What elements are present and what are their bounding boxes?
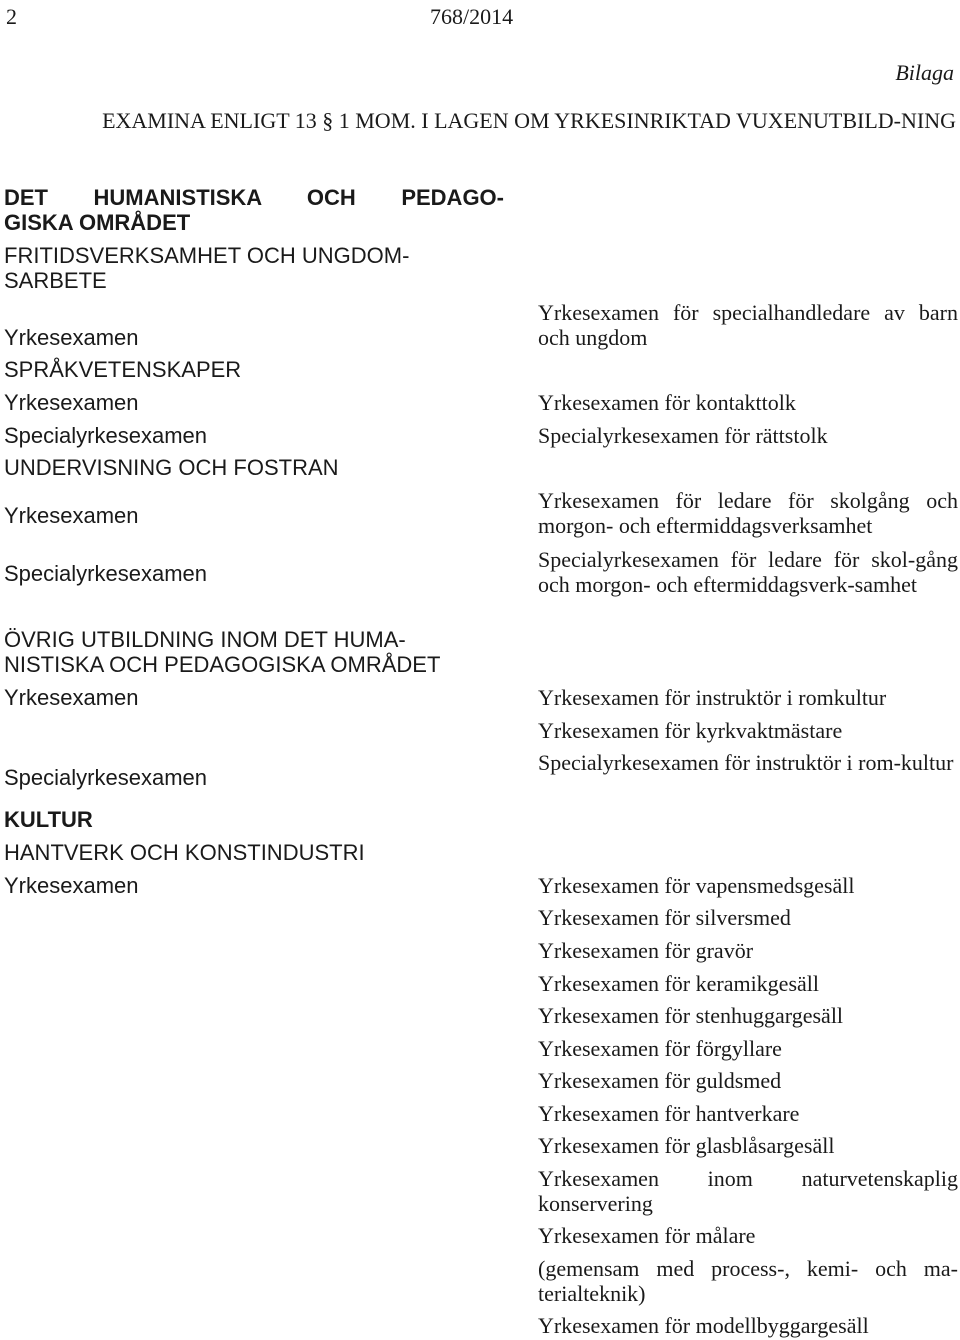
- list-item: Yrkesexamen för keramikgesäll: [538, 971, 819, 996]
- list-item: Yrkesexamen för instruktör i romkultur: [538, 685, 887, 710]
- list-item: Yrkesexamen: [4, 685, 139, 710]
- list-item: Specialyrkesexamen för instruktör i rom-kultur: [538, 750, 954, 775]
- list-item: Yrkesexamen för stenhuggargesäll: [538, 1003, 844, 1028]
- list-item: Yrkesexamen för förgyllare: [538, 1036, 782, 1061]
- subheading-language: SPRÅKVETENSKAPER: [4, 357, 242, 382]
- section-heading-humanistic: DET HUMANISTISKA OCH PEDAGO-: [4, 185, 504, 210]
- subheading-leisure-cont: SARBETE: [4, 268, 107, 293]
- list-item: Yrkesexamen för hantverkare: [538, 1101, 800, 1126]
- subheading-leisure: FRITIDSVERKSAMHET OCH UNGDOM-: [4, 243, 410, 268]
- list-item: Specialyrkesexamen för rättstolk: [538, 423, 828, 448]
- list-item: Specialyrkesexamen: [4, 561, 207, 586]
- subheading-education: UNDERVISNING OCH FOSTRAN: [4, 455, 339, 480]
- list-item: Yrkesexamen för modellbyggargesäll: [538, 1313, 869, 1338]
- list-item: Yrkesexamen för målare: [538, 1223, 756, 1248]
- section-heading-culture: KULTUR: [4, 807, 93, 832]
- list-item: Yrkesexamen: [4, 873, 139, 898]
- list-item: Specialyrkesexamen: [4, 423, 207, 448]
- list-item: Yrkesexamen för gravör: [538, 938, 754, 963]
- list-item: Yrkesexamen för kontakttolk: [538, 390, 796, 415]
- list-item: Yrkesexamen för glasblåsargesäll: [538, 1133, 835, 1158]
- list-item: Yrkesexamen för guldsmed: [538, 1068, 782, 1093]
- section-heading-humanistic-cont: GISKA OMRÅDET: [4, 210, 191, 235]
- page-title: EXAMINA ENLIGT 13 § 1 MOM. I LAGEN OM YRKESINRIKTAD VUXENUTBILD-NING: [102, 108, 956, 133]
- list-item: Yrkesexamen för vapensmedsgesäll: [538, 873, 855, 898]
- appendix-label: Bilaga: [895, 60, 954, 85]
- list-item: Yrkesexamen för specialhandledare av barn och ungdom: [538, 300, 958, 350]
- list-item: Yrkesexamen: [4, 390, 139, 415]
- subheading-crafts: HANTVERK OCH KONSTINDUSTRI: [4, 840, 365, 865]
- list-item: Yrkesexamen för ledare för skolgång och morgon- och eftermiddagsverksamhet: [538, 488, 958, 538]
- list-item-note: (gemensam med process-, kemi- och ma-terialteknik): [538, 1256, 958, 1306]
- list-item: Specialyrkesexamen för ledare för skol-gång och morgon- och eftermiddagsverk-samhet: [538, 547, 958, 597]
- subheading-other-education: ÖVRIG UTBILDNING INOM DET HUMA-: [4, 627, 406, 652]
- list-item: Yrkesexamen för kyrkvaktmästare: [538, 718, 843, 743]
- page-number: 2: [6, 4, 17, 29]
- document-number: 768/2014: [430, 4, 514, 29]
- list-item: Yrkesexamen: [4, 325, 139, 350]
- list-item: Yrkesexamen: [4, 503, 139, 528]
- list-item: Yrkesexamen inom naturvetenskaplig konservering: [538, 1166, 958, 1216]
- list-item: Yrkesexamen för silversmed: [538, 905, 791, 930]
- subheading-other-education-cont: NISTISKA OCH PEDAGOGISKA OMRÅDET: [4, 652, 441, 677]
- list-item: Specialyrkesexamen: [4, 765, 207, 790]
